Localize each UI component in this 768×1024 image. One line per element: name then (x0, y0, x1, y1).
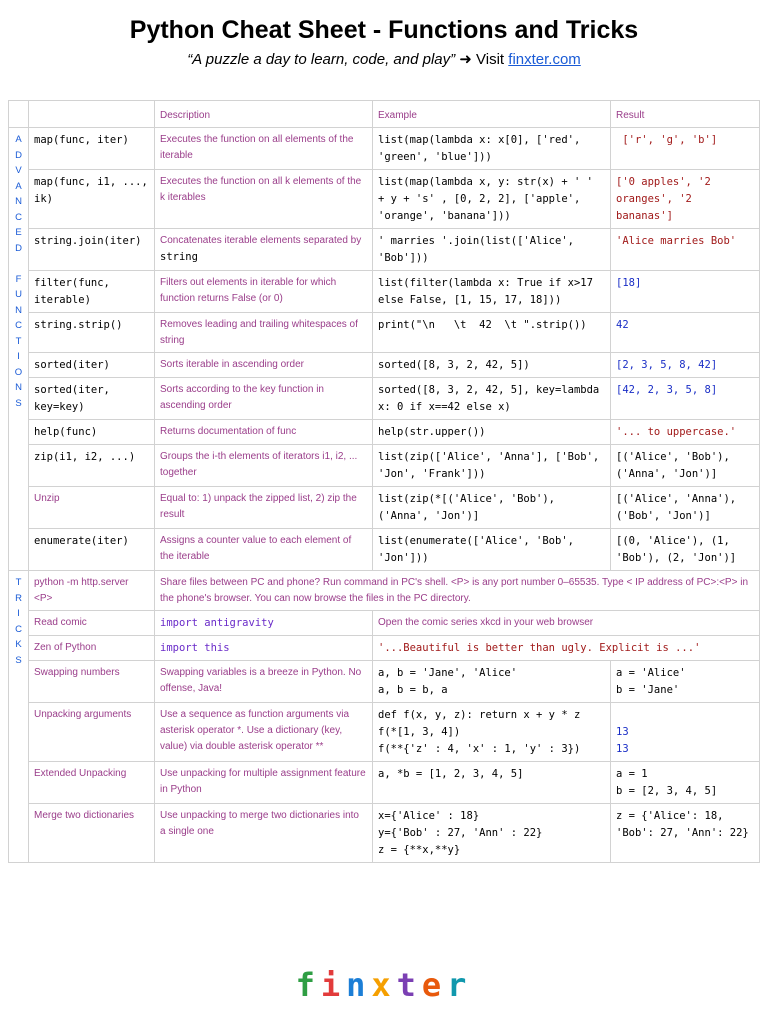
table-row (9, 271, 760, 313)
trick-name: Extended Unpacking (29, 762, 155, 804)
function-description: Concatenates iterable elements separated by string (155, 229, 373, 271)
trick-result: a = 1 b = [2, 3, 4, 5] (611, 762, 760, 804)
table-row (9, 445, 760, 487)
function-description: Filters out elements in iterable for which function returns False (or 0) (155, 271, 373, 313)
function-example: list(map(lambda x: x[0], ['red', 'green', 'blue'])) (373, 128, 611, 170)
function-result: [2, 3, 5, 8, 42] (611, 353, 760, 378)
trick-example: import antigravity (155, 611, 373, 636)
function-name: string.strip() (29, 313, 155, 353)
function-result: ['r', 'g', 'b'] (611, 128, 760, 170)
table-row (9, 611, 760, 636)
table-row (9, 487, 760, 529)
function-result: [(0, 'Alice'), (1, 'Bob'), (2, 'Jon')] (611, 529, 760, 571)
trick-description: Share files between PC and phone? Run command in PC's shell. <P> is any port number 0–65535. Type < IP address of PC>:<P> in the phone's browser. You can now browse the files in the PC directory. (155, 571, 760, 611)
trick-name: Merge two dictionaries (29, 804, 155, 863)
trick-description: Use unpacking to merge two dictionaries into a single one (155, 804, 373, 863)
col-description: Description (155, 101, 373, 128)
function-name: map(func, i1, ..., ik) (29, 170, 155, 229)
visit-arrow: ➜ Visit (459, 51, 505, 68)
trick-result: 13 13 (611, 703, 760, 762)
function-name: map(func, iter) (29, 128, 155, 170)
trick-name: Swapping numbers (29, 661, 155, 703)
function-result: 42 (611, 313, 760, 353)
function-result: [('Alice', 'Anna'), ('Bob', 'Jon')] (611, 487, 760, 529)
function-example: print("\n \t 42 \t ".strip()) (373, 313, 611, 353)
trick-example: x={'Alice' : 18} y={'Bob' : 27, 'Ann' : 22} z = {**x,**y} (373, 804, 611, 863)
col-example: Example (373, 101, 611, 128)
function-example: ' marries '.join(list(['Alice', 'Bob'])) (373, 229, 611, 271)
function-result: [('Alice', 'Bob'), ('Anna', 'Jon')] (611, 445, 760, 487)
trick-example: import this (155, 636, 373, 661)
trick-result: '...Beautiful is better than ugly. Explicit is ...' (373, 636, 760, 661)
table-row (9, 703, 760, 762)
trick-description: Use unpacking for multiple assignment feature in Python (155, 762, 373, 804)
trick-example: a, b = 'Jane', 'Alice' a, b = b, a (373, 661, 611, 703)
function-example: sorted([8, 3, 2, 42, 5], key=lambda x: 0 if x==42 else x) (373, 378, 611, 420)
function-result: 'Alice marries Bob' (611, 229, 760, 271)
trick-name: Zen of Python (29, 636, 155, 661)
table-row (9, 420, 760, 445)
trick-description: Swapping variables is a breeze in Python. No offense, Java! (155, 661, 373, 703)
cheat-sheet-table (8, 100, 760, 863)
table-row (9, 128, 760, 170)
trick-description: Open the comic series xkcd in your web browser (373, 611, 760, 636)
table-row (9, 378, 760, 420)
section-label-advanced-functions: A D V A N C E D F U N C T I O N S (9, 128, 29, 571)
function-result: [18] (611, 271, 760, 313)
trick-result: z = {'Alice': 18, 'Bob': 27, 'Ann': 22} (611, 804, 760, 863)
tagline: “A puzzle a day to learn, code, and play” (187, 51, 456, 68)
trick-name: Read comic (29, 611, 155, 636)
table-row (9, 170, 760, 229)
trick-result: a = 'Alice' b = 'Jane' (611, 661, 760, 703)
function-name: help(func) (29, 420, 155, 445)
header-row (9, 101, 760, 128)
inline-code: string (160, 251, 198, 263)
function-description: Executes the function on all elements of the iterable (155, 128, 373, 170)
function-example: list(enumerate(['Alice', 'Bob', 'Jon'])) (373, 529, 611, 571)
function-name: sorted(iter) (29, 353, 155, 378)
table-row (9, 661, 760, 703)
function-description: Groups the i-th elements of iterators i1, i2, ... together (155, 445, 373, 487)
function-example: list(filter(lambda x: True if x>17 else False, [1, 15, 17, 18])) (373, 271, 611, 313)
table-row (9, 229, 760, 271)
finxter-logo: finxter (295, 966, 473, 1004)
table-row (9, 529, 760, 571)
function-description: Executes the function on all k elements of the k iterables (155, 170, 373, 229)
page-subtitle (0, 50, 768, 68)
function-example: list(map(lambda x, y: str(x) + ' ' + y + 's' , [0, 2, 2], ['apple', 'orange', 'banana'])) (373, 170, 611, 229)
table-row (9, 804, 760, 863)
trick-example: def f(x, y, z): return x + y * z f(*[1, 3, 4]) f(**{'z' : 4, 'x' : 1, 'y' : 3}) (373, 703, 611, 762)
function-description: Sorts according to the key function in ascending order (155, 378, 373, 420)
trick-name: python -m http.server <P> (29, 571, 155, 611)
function-name: zip(i1, i2, ...) (29, 445, 155, 487)
function-example: sorted([8, 3, 2, 42, 5]) (373, 353, 611, 378)
function-example: help(str.upper()) (373, 420, 611, 445)
function-example: list(zip(['Alice', 'Anna'], ['Bob', 'Jon', 'Frank'])) (373, 445, 611, 487)
page-title: Python Cheat Sheet - Functions and Tricks (129, 16, 639, 44)
section-label-tricks: T R I C K S (9, 571, 29, 863)
trick-name: Unpacking arguments (29, 703, 155, 762)
function-description: Removes leading and trailing whitespaces of string (155, 313, 373, 353)
function-name: sorted(iter, key=key) (29, 378, 155, 420)
trick-example: a, *b = [1, 2, 3, 4, 5] (373, 762, 611, 804)
function-result: ['0 apples', '2 oranges', '2 bananas'] (611, 170, 760, 229)
finxter-link[interactable]: finxter.com (508, 51, 581, 68)
function-name: string.join(iter) (29, 229, 155, 271)
function-description: Equal to: 1) unpack the zipped list, 2) zip the result (155, 487, 373, 529)
function-description: Returns documentation of func (155, 420, 373, 445)
trick-description: Use a sequence as function arguments via asterisk operator *. Use a dictionary (key, value) via double asterisk operator ** (155, 703, 373, 762)
function-description: Assigns a counter value to each element of the iterable (155, 529, 373, 571)
table-row (9, 762, 760, 804)
function-name: filter(func, iterable) (29, 271, 155, 313)
function-name: enumerate(iter) (29, 529, 155, 571)
table-row (9, 571, 760, 611)
function-result: '... to uppercase.' (611, 420, 760, 445)
table-row (9, 636, 760, 661)
function-description: Sorts iterable in ascending order (155, 353, 373, 378)
table-row (9, 353, 760, 378)
col-result: Result (611, 101, 760, 128)
function-example: list(zip(*[('Alice', 'Bob'), ('Anna', 'Jon')] (373, 487, 611, 529)
function-result: [42, 2, 3, 5, 8] (611, 378, 760, 420)
function-name: Unzip (29, 487, 155, 529)
table-row (9, 313, 760, 353)
